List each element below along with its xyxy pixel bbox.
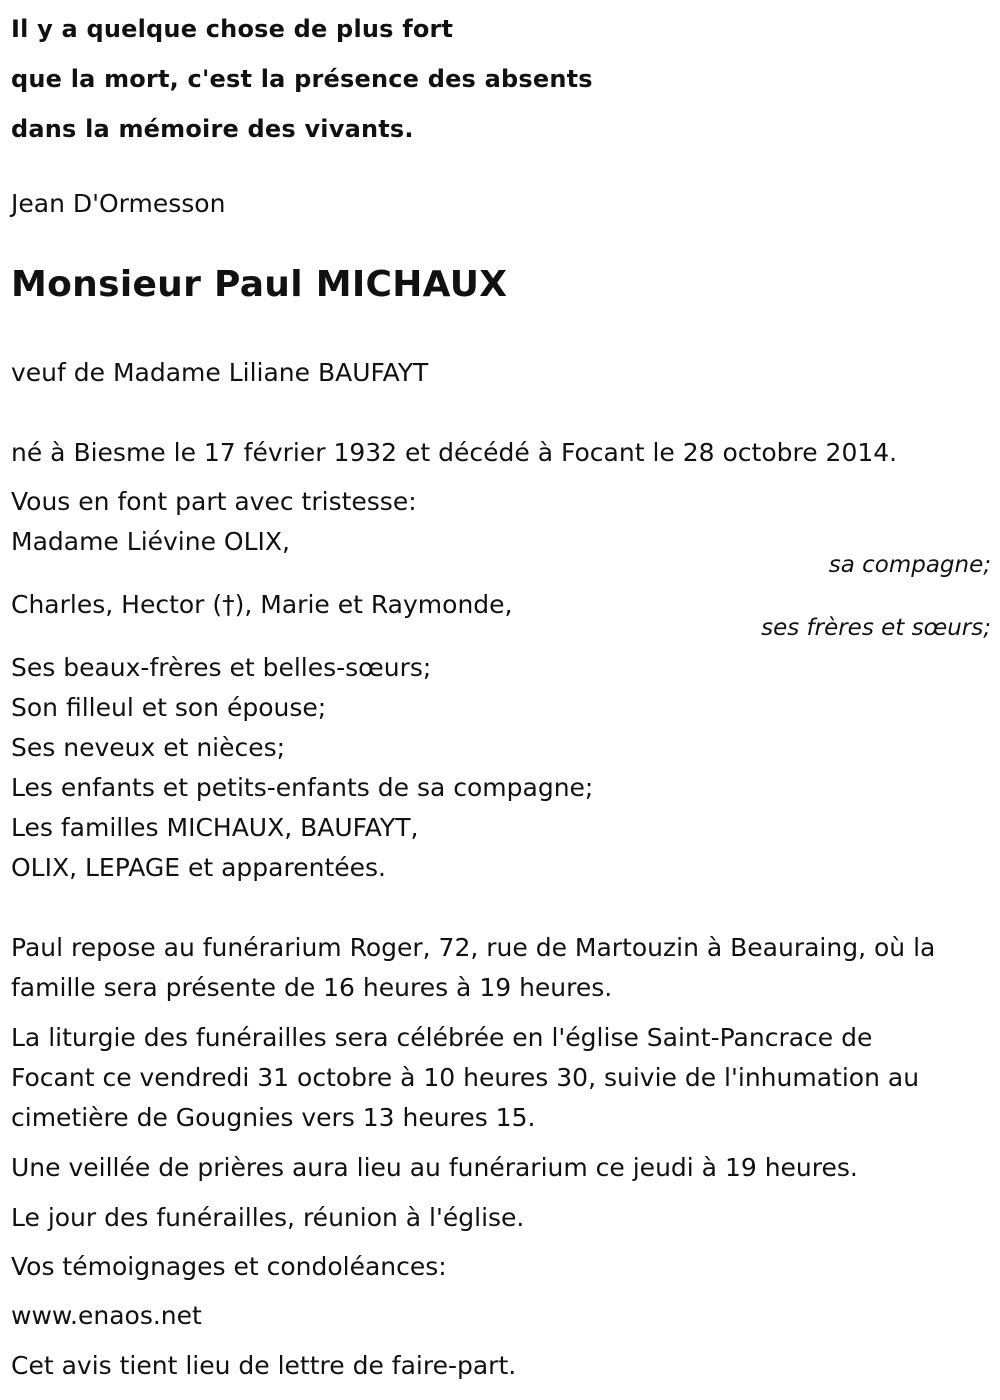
- repose-paragraph: [11, 928, 935, 1008]
- siblings-relation: ses frères et sœurs;: [761, 615, 991, 641]
- list-item: Ses beaux-frères et belles-sœurs;: [11, 653, 432, 682]
- paragraph-line: La liturgie des funérailles sera célébrée en l'église Saint-Pancrace de: [11, 1023, 873, 1052]
- liturgy-paragraph: [11, 1018, 919, 1138]
- spouse-line: veuf de Madame Liliane BAUFAYT: [11, 358, 429, 387]
- family-list: [11, 648, 593, 888]
- condolences-label: Vos témoignages et condoléances:: [11, 1252, 447, 1281]
- quote-line: Il y a quelque chose de plus fort: [11, 15, 454, 43]
- family-intro: Vous en font part avec tristesse:: [11, 487, 417, 516]
- list-item: Les enfants et petits-enfants de sa compagne;: [11, 773, 594, 802]
- notice-line: Cet avis tient lieu de lettre de faire-part.: [11, 1351, 517, 1380]
- siblings-names: Charles, Hector (†), Marie et Raymonde,: [11, 590, 513, 619]
- partner-relation: sa compagne;: [828, 552, 991, 578]
- list-item: Ses neveux et nièces;: [11, 733, 286, 762]
- paragraph-line: Paul repose au funérarium Roger, 72, rue de Martouzin à Beauraing, où la: [11, 933, 936, 962]
- partner-name: Madame Liévine OLIX,: [11, 527, 290, 556]
- list-item: Les familles MICHAUX, BAUFAYT,: [11, 813, 419, 842]
- paragraph-line: Focant ce vendredi 31 octobre à 10 heures 30, suivie de l'inhumation au: [11, 1063, 920, 1092]
- vigil-line: Une veillée de prières aura lieu au funérarium ce jeudi à 19 heures.: [11, 1153, 858, 1182]
- website-link[interactable]: www.enaos.net: [11, 1301, 202, 1330]
- paragraph-line: famille sera présente de 16 heures à 19 heures.: [11, 973, 613, 1002]
- quote-line: que la mort, c'est la présence des absents: [11, 65, 593, 93]
- birth-death-line: né à Biesme le 17 février 1932 et décédé à Focant le 28 octobre 2014.: [11, 438, 898, 467]
- paragraph-line: cimetière de Gougnies vers 13 heures 15.: [11, 1103, 536, 1132]
- quote-line: dans la mémoire des vivants.: [11, 115, 414, 143]
- deceased-name: Monsieur Paul MICHAUX: [11, 264, 508, 305]
- list-item: Son filleul et son épouse;: [11, 693, 327, 722]
- epigraph-quote: [11, 4, 593, 154]
- quote-author: Jean D'Ormesson: [11, 189, 226, 218]
- meeting-line: Le jour des funérailles, réunion à l'église.: [11, 1203, 525, 1232]
- list-item: OLIX, LEPAGE et apparentées.: [11, 853, 386, 882]
